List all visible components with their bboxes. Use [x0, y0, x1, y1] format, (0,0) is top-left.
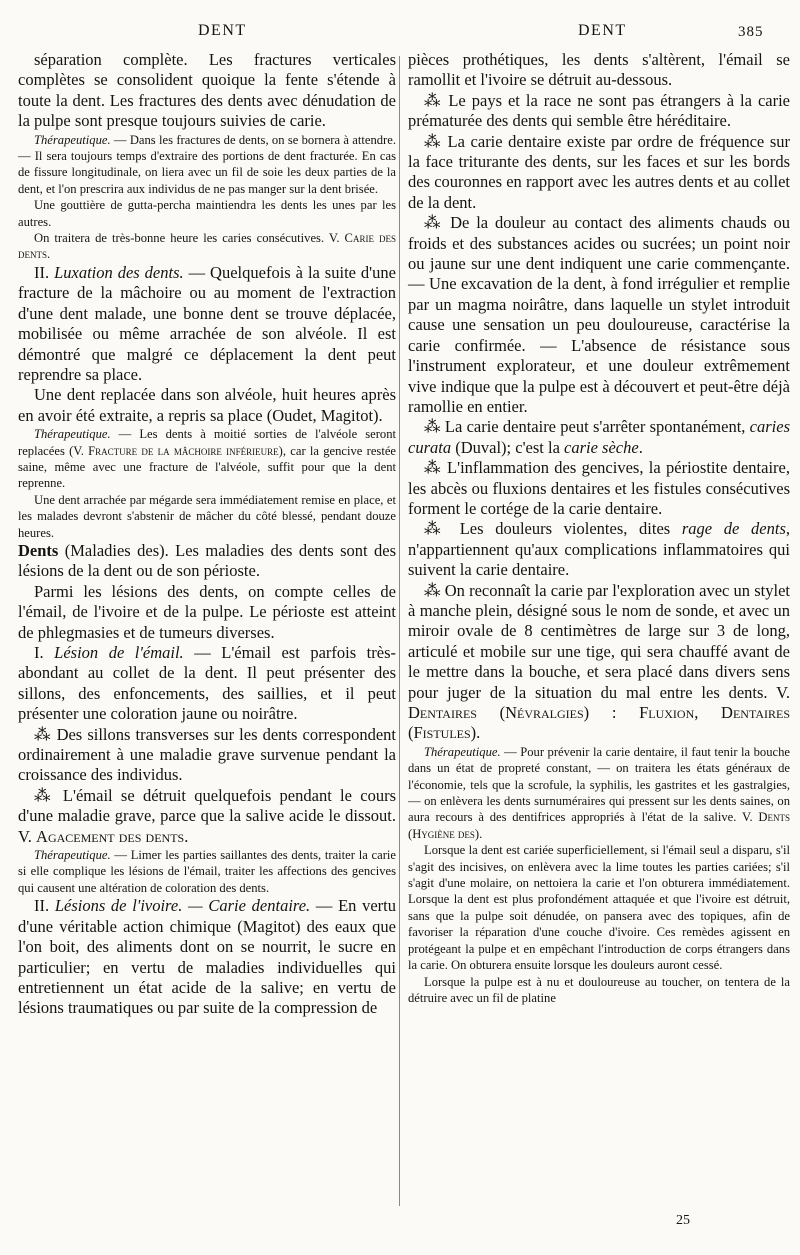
text-run: ⁂ Des sillons transverses sur les dents correspondent ordinairement à une maladie grave survenue pendant la croissance des individus. [18, 724, 396, 785]
small-paragraph [18, 426, 396, 492]
text-run: Carie des dents [18, 231, 396, 262]
paragraph [18, 786, 396, 847]
text-run: II. [34, 896, 55, 916]
text-run: carie sèche [564, 437, 639, 457]
text-run: séparation complète. Les fractures verticales complètes se consolident quoique la fente s'étende à toute la dent. Les fractures des dents avec dénudation de la pulpe sont presque toujours suivies de carie. [18, 50, 396, 131]
small-paragraph [18, 492, 396, 541]
paragraph [18, 263, 396, 385]
paragraph [408, 91, 790, 132]
text-run: ⁂ On reconnaît la carie par l'exploration avec un stylet à manche plein, désigné sous le nom de sonde, et avec un miroir ovale de 8 centimètres de large sur 3 de long, articulé et mobile sur une tige, qui sera chauffé avant de le mettre dans la bouche, et sera placé dans divers sens pour juger de la situation du mal entre les dents. V. [408, 580, 790, 702]
text-run: Une gouttière de gutta-percha maintiendra les dents les unes par les autres. [18, 198, 396, 229]
text-run: . [638, 437, 643, 457]
paragraph [18, 541, 396, 582]
paragraph [408, 458, 790, 519]
text-run: (Maladies des). Les maladies des dents sont des lésions de la dent ou de son périoste. [18, 540, 396, 581]
paragraph [18, 896, 396, 1018]
text-run: — L'émail est parfois très-abondant au collet de la dent. Il peut présenter des sillons, des enfoncements, des saillies, et il peut présenter une coloration jaune ou noirâtre. [18, 643, 396, 724]
column-rule [399, 56, 400, 1206]
text-run: Thérapeutique. [34, 132, 111, 147]
left-column [18, 50, 396, 1019]
text-run: ⁂ L'émail se détruit quelquefois pendant le cours d'une maladie grave, parce que la salive acide le dissout. V. [18, 785, 396, 846]
text-run: ), car la gencive restée saine, même avec une fracture de l'alvéole, suffit pour que la dent reprenne. [18, 443, 397, 491]
small-paragraph [408, 842, 790, 973]
text-run: Fluxion, Dentaires (Fistules) [408, 703, 790, 743]
paragraph [408, 50, 790, 91]
paragraph [408, 581, 790, 744]
small-paragraph [18, 132, 396, 198]
text-run: ⁂ La carie dentaire existe par ordre de fréquence sur la face triturante des dents, sur les faces et sur les bords des couronnes en rapport avec les autres dents et au collet de la dent. [408, 131, 790, 212]
text-run: (Duval); c'est la [451, 437, 565, 457]
paragraph [18, 385, 396, 426]
small-paragraph [18, 197, 396, 230]
text-run: Lorsque la pulpe est à nu et douloureuse au toucher, on tentera de la détruire avec un fil de platine [408, 974, 790, 1005]
text-run: II. [34, 262, 55, 282]
text-run: — Les dents à moitié sorties de l'alvéole seront replacées (V. [18, 427, 396, 458]
paragraph [18, 582, 396, 643]
text-run: Une dent replacée dans son alvéole, huit heures après en avoir été extraite, a repris sa place (Oudet, Magitot). [18, 385, 396, 425]
text-run: Thérapeutique. [34, 848, 111, 863]
small-paragraph [18, 847, 396, 896]
text-run: — Limer les parties saillantes des dents, traiter la carie si elle complique les lésions de l'émail, traiter les affections des gencives qui causent une altération de coloration des dents. [18, 848, 396, 895]
text-run: Fracture de la mâchoire inférieure [88, 443, 279, 458]
paragraph [408, 132, 790, 214]
paragraph [18, 725, 396, 786]
paragraph [18, 643, 396, 725]
paragraph [408, 417, 790, 458]
text-run: ⁂ De la douleur au contact des aliments chauds ou froids et des substances acides ou sucrées; un point noir ou jaune sur une dent indiquent une carie commençante. — Une excavation de la dent, à fond irrégulier et remplie par un magma noirâtre, dans laquelle un stylet introduit cause une sensation un peu douloureuse, caractérise la carie confirmée. — L'absence de résistance sous l'instrument explorateur, et une douleur extrêmement vive indique que la pulpe est à découvert et peut-être déjà ramollie en entier. [408, 213, 790, 416]
text-run: — Pour prévenir la carie dentaire, il faut tenir la bouche dans un état de propreté constant, — on traitera les états généraux de l'économie, tels que la scrofule, la syphilis, les gastrites et les gastralgies, — on enlèvera les dents surnuméraires qui pressent sur les dents saines, on aura recours à des dentifrices appropriés à l'état de la salive. V. [408, 744, 790, 825]
text-run: Dents [18, 540, 59, 560]
right-column [408, 50, 790, 1006]
text-run: , n'appartiennent qu'aux complications inflammatoires qui suivent la carie dentaire. [408, 519, 790, 580]
text-run: Lésion de l'émail. [54, 643, 184, 662]
paragraph [18, 50, 396, 132]
text-run: . [184, 826, 189, 846]
text-run: Dents (Hygiène des) [408, 810, 790, 841]
paragraph [408, 213, 790, 417]
text-run: ⁂ L'inflammation des gencives, la périostite dentaire, les abcès ou fluxions dentaires et les fistules consécutives forment le cortége de la carie dentaire. [408, 458, 790, 518]
text-run: : [589, 703, 640, 722]
text-run: . [476, 723, 481, 743]
text-run: Une dent arrachée par mégarde sera immédiatement remise en place, et les malades devront s'abstenir de mâcher du côté blessé, pendant douze heures. [18, 492, 396, 540]
text-run: Lorsque la dent est cariée superficiellement, si l'émail seul a disparu, s'il s'agit des incisives, on enlèvera avec la lime toutes les parties cariées; s'il s'agit d'une molaire, on nettoiera la carie et l'on obturera immédiatement. Lorsque la dent est plus profondément attaquée et que l'ivoire est détruit, sans que la pulpe soit dénudée, on pansera avec des topiques, afin de favoriser la réparation d'une couche d'ivoire. Ces remèdes agissent en protégeant la pulpe et en empêchant l'introduction de corps étrangers dans la carie. On obturera ensuite lorsque les douleurs auront cessé. [408, 843, 790, 973]
text-run: ⁂ La carie dentaire peut s'arrêter spontanément, [424, 417, 750, 437]
text-run: Luxation des dents. [54, 262, 184, 282]
running-head-right: DENT [578, 22, 627, 39]
text-run: rage de dents [681, 519, 786, 539]
text-run: I. [34, 643, 55, 662]
text-run: On traitera de très-bonne heure les caries consécutives. V. [34, 231, 345, 246]
running-head-left: DENT [198, 22, 247, 39]
small-paragraph [18, 230, 396, 263]
text-run: Thérapeutique. [424, 744, 501, 759]
text-run: Lésions de l'ivoire. — Carie dentaire. [54, 896, 311, 916]
page-number: 385 [738, 24, 764, 40]
text-run: caries curata [408, 417, 790, 457]
text-run: . [47, 247, 51, 262]
text-run: ⁂ Les douleurs violentes, dites [424, 519, 682, 539]
signature-mark: 25 [676, 1213, 690, 1228]
text-run: Thérapeutique. [34, 427, 111, 442]
small-paragraph [408, 744, 790, 842]
paragraph [408, 519, 790, 580]
text-run: ⁂ Le pays et la race ne sont pas étrangers à la carie prématurée des dents qui semble être héréditaire. [408, 90, 790, 131]
text-run: Parmi les lésions des dents, on compte celles de l'émail, de l'ivoire et de la pulpe. Le périoste est atteint de phlegmasies et de tumeurs diverses. [18, 581, 396, 642]
text-run: . [479, 826, 483, 841]
small-paragraph [408, 974, 790, 1007]
text-run: — En vertu d'une véritable action chimique (Magitot) des eaux que l'on boit, des aliments dont on se nourrit, le sucre en particulier; en vertu de maladies individuelles qui entretiennent un état acide de la salive; en vertu de lésions traumatiques ou par suite de la compression de [18, 896, 396, 1018]
text-run: Agacement des dents [36, 826, 185, 846]
text-run: — Dans les fractures de dents, on se bornera à attendre. — Il sera toujours temps d'extraire des portions de dent fracturée. En cas de fissure longitudinale, on liera avec un fil de soie les deux parties de la dent, et l'on prescrira aux individus de ne pas manger sur la dent brisée. [18, 132, 396, 196]
text-run: Dentaires (Névralgies) [408, 703, 590, 722]
text-run: — Quelquefois à la suite d'une fracture de la mâchoire ou au moment de l'extraction d'une dent malade, une bonne dent se trouve déplacée, mobilisée ou même arrachée de son alvéole. Il est démontré que malgré ce déplacement la dent peut reprendre sa place. [18, 262, 396, 384]
text-run: pièces prothétiques, les dents s'altèrent, l'émail se ramollit et l'ivoire se détruit au-dessous. [408, 50, 790, 90]
